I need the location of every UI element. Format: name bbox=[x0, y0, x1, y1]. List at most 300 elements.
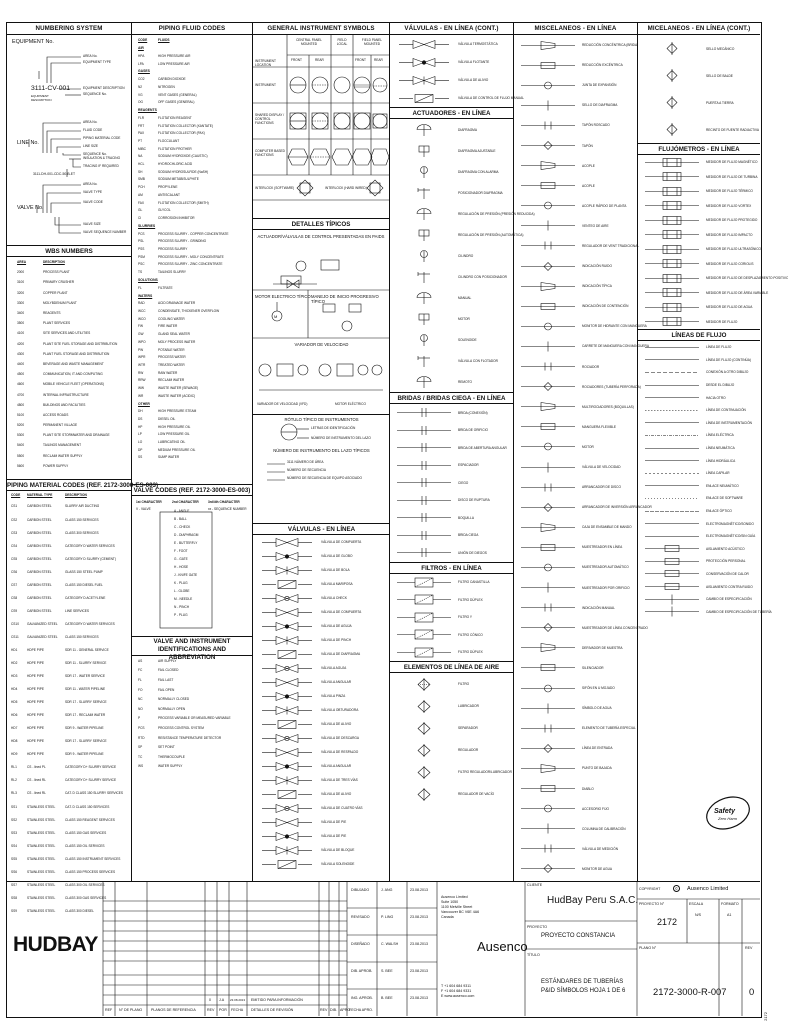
pm-description: SDR 9 - WATER PIPELINE bbox=[65, 752, 104, 757]
line-symbol-icon bbox=[641, 605, 703, 618]
misc-row-label: SELLO DE DIAFRAGMA bbox=[582, 103, 618, 108]
wbs-description: BUILDINGS AND FACILITIES bbox=[43, 402, 86, 407]
valve-symbol-icon bbox=[256, 830, 318, 843]
pm-material: HDPE PIPE bbox=[27, 661, 45, 666]
fluid-code: MIBC bbox=[138, 146, 146, 151]
misc-row bbox=[514, 216, 637, 236]
rev-label: REV bbox=[745, 946, 753, 950]
ident-code: NC bbox=[138, 697, 143, 702]
equipment-part-4: SEQUENCE No. bbox=[83, 92, 107, 96]
pm-description: SLURRY AIR DUCTING bbox=[65, 504, 100, 509]
line-symbol-icon bbox=[641, 366, 703, 379]
client-name: HudBay Peru S.A.C. bbox=[547, 895, 639, 906]
ident-code: TC bbox=[138, 754, 143, 759]
actuator-row-label: DIAFRAGMA CON ALARMA bbox=[458, 169, 499, 174]
fluid-name: PROCESS SLURRY - COPPER CONCENTRATE bbox=[158, 231, 229, 236]
piping-material-row bbox=[7, 722, 131, 735]
approval-date-1: 23.08.2013 bbox=[410, 888, 428, 892]
fluid-row bbox=[132, 423, 252, 431]
valve-symbol-icon bbox=[256, 564, 318, 577]
flowline-row-label: AISLAMIENTO ACÚSTICO bbox=[706, 546, 745, 551]
fluid-row bbox=[132, 346, 252, 354]
line-example: 3111-DH-001-CDC-50-B-ET bbox=[33, 172, 76, 176]
pm-material: GALVANIZED STEEL bbox=[27, 634, 58, 639]
flange-row-label: UNIÓN DE DIEGOS bbox=[458, 550, 487, 555]
flange-row-label: BRIDA DE ORIFICIO bbox=[458, 428, 488, 433]
wbs-description: SITE SERVICES AND UTILITIES bbox=[43, 331, 91, 336]
misc-row bbox=[514, 437, 637, 457]
piping-material-row bbox=[7, 774, 131, 787]
misc-row bbox=[514, 718, 637, 738]
fluid-name: SODIUM HYDROSULFIDE (NaSH) bbox=[158, 169, 209, 174]
fluid-row bbox=[132, 176, 252, 184]
rev-head-apro: APRO. bbox=[340, 1008, 352, 1012]
flowline-row bbox=[638, 605, 772, 618]
pm-code: HD4 bbox=[11, 687, 18, 692]
filter-symbol-icon bbox=[393, 611, 455, 624]
valve-symbol-icon bbox=[256, 606, 318, 619]
wbs-area: 3200 bbox=[17, 290, 25, 295]
wbs-description: PLANT FUEL STORAGE AND DISTRIBUTION bbox=[43, 351, 110, 356]
line-part-1: AREA No. bbox=[83, 120, 98, 124]
actuator-row-label: MOTOR bbox=[458, 316, 470, 321]
fluid-row bbox=[132, 261, 252, 269]
wbs-row bbox=[7, 379, 131, 389]
line-symbol-icon bbox=[641, 442, 703, 455]
piping-material-row bbox=[7, 761, 131, 774]
flange-row bbox=[390, 492, 513, 510]
fluid-row bbox=[132, 168, 252, 176]
fluid-name: SODIUM METABISULPHITE bbox=[158, 177, 199, 182]
fluid-row bbox=[132, 122, 252, 130]
pm-description: CLASS 150 REAGENT SERVICES bbox=[65, 817, 115, 822]
misc-symbol-icon bbox=[517, 541, 579, 554]
actuator-symbol-icon bbox=[393, 312, 455, 325]
identification-row bbox=[132, 733, 252, 743]
pm-description: CLASS 150 PROCESS SERVICES bbox=[65, 869, 116, 874]
consultant-addr-4: Vancouver BC V6E 4A6 bbox=[441, 910, 480, 914]
pm-description: CLASS 300 OIL SERVICES bbox=[65, 882, 105, 887]
fluid-row bbox=[132, 60, 252, 68]
flowlines-header: LÍNEAS DE FLUJO bbox=[638, 329, 760, 341]
client-label: CLIENTE bbox=[527, 883, 543, 887]
rev-row-by: J.A bbox=[219, 998, 225, 1002]
flowmeter-row bbox=[638, 300, 760, 315]
wbs-description: PERMANENT VILLAGE bbox=[43, 423, 78, 428]
air-symbol-icon bbox=[393, 678, 455, 691]
fluid-name: RAW WATER bbox=[158, 370, 178, 375]
filter-row bbox=[390, 644, 513, 662]
safety-sub-text: Zero Harm bbox=[718, 816, 738, 821]
wbs-area: 5300 bbox=[17, 433, 25, 438]
inline-valve-row-label: VÁLVULA ANGULAR bbox=[321, 764, 352, 768]
piping-material-row bbox=[7, 709, 131, 722]
misc-symbol-icon bbox=[517, 179, 579, 192]
misc-header: MISCELANEOS - EN LÍNEA bbox=[514, 23, 637, 35]
misc-cont-row bbox=[638, 116, 760, 143]
misc-row-label: ACOPLE bbox=[582, 183, 595, 188]
misc-row bbox=[514, 336, 649, 356]
actuator-row bbox=[390, 161, 513, 182]
misc-symbol-icon bbox=[517, 722, 579, 735]
wbs-header: WBS NUMBERS bbox=[7, 245, 131, 257]
actuator-symbol-icon bbox=[393, 333, 455, 346]
inline-valve-row bbox=[253, 619, 390, 633]
interlock-software: INTERLOCK (SOFTWARE) bbox=[255, 186, 295, 190]
flowline-row-label: LÍNEA HIDRÁULICA bbox=[706, 458, 736, 463]
pm-code: HD3 bbox=[11, 674, 18, 679]
instrument-bubbles bbox=[288, 77, 389, 196]
line-symbol-icon bbox=[641, 492, 703, 505]
actuator-row-label: REGULACIÓN DE PRESIÓN (AUTOMÁTICA) bbox=[458, 232, 524, 237]
pm-material: CS - lined RL bbox=[27, 791, 46, 796]
fluid-name: LOW PRESSURE AIR bbox=[158, 61, 190, 66]
misc-row-label: ROCIADORES (TUBERÍA PERFORADA) bbox=[582, 384, 641, 389]
size-label: FORMATO bbox=[721, 902, 739, 906]
pm-code: HD6 bbox=[11, 713, 18, 718]
valve-label: VALVE No. bbox=[17, 205, 44, 211]
meter-symbol-icon bbox=[641, 272, 703, 285]
flowmeter-row-label: MEDIDOR DE FLUJO CORIOLIS bbox=[706, 261, 754, 266]
misc-row-label: MANGUERA FLEXIBLE bbox=[582, 424, 617, 429]
valve-code-letter: K - PLUG bbox=[174, 581, 188, 585]
misc-row bbox=[514, 316, 647, 336]
line-part-3: PIPING MATERIAL CODE bbox=[83, 136, 121, 140]
valve-symbol-icon bbox=[256, 592, 318, 605]
fluid-name: SUMP WATER bbox=[158, 455, 180, 460]
inline-valve-row bbox=[253, 815, 390, 829]
pm-code: SS2 bbox=[11, 817, 18, 822]
ident-desc: NORMALLY OPEN bbox=[158, 706, 186, 711]
valve-codes-col-headers bbox=[136, 500, 248, 504]
misc-symbol-icon bbox=[517, 501, 579, 514]
misc-row bbox=[514, 377, 641, 397]
drawing-title-2: P&ID SÍMBOLOS HOJA 1 DE 6 bbox=[541, 988, 626, 994]
inline-valve-row bbox=[253, 535, 390, 549]
meter-symbol-icon bbox=[641, 243, 703, 256]
flowmeter-row-label: MEDIDOR DE FLUJO DE DESPLAZAMIENTO POSITIVO bbox=[706, 276, 788, 281]
rev-row-date: 23.08.2013 bbox=[230, 998, 246, 1002]
flowline-row-label: LÍNEA DE INSTRUMENTACIÓN bbox=[706, 420, 752, 425]
misc-row bbox=[514, 799, 637, 819]
flowmeter-row bbox=[638, 271, 788, 286]
misc-symbol-icon bbox=[517, 280, 579, 293]
identification-row bbox=[132, 685, 252, 695]
misc-row-label: REDUCCIÓN CONCÉNTRICA (BRIDA) bbox=[582, 43, 639, 48]
pm-material: STAINLESS STEEL bbox=[27, 882, 56, 887]
equipment-part-3: EQUIPMENT DESCRIPTION bbox=[83, 86, 125, 90]
pm-material: HDPE PIPE bbox=[27, 713, 45, 718]
actuator-symbol-icon bbox=[393, 228, 455, 241]
pm-description: CLASS 150 DIESEL FUEL bbox=[65, 582, 103, 587]
wbs-area: 3100 bbox=[17, 280, 25, 285]
flange-symbol-icon bbox=[393, 546, 455, 559]
valve-symbol-icon bbox=[393, 74, 455, 87]
fluid-name: HYDROCHLORIC ACID bbox=[158, 162, 193, 167]
misc-row-label: LÍNEA DE ENTRADA bbox=[582, 746, 613, 751]
fluid-group-title: REAGENTS bbox=[138, 108, 157, 113]
approval-name-5: B. BEE bbox=[381, 996, 393, 1000]
piping-material-row bbox=[7, 578, 131, 591]
misc-row-label: MULTIROCIADORES (BOQUILLAS) bbox=[582, 404, 634, 409]
ident-code: FL bbox=[138, 677, 142, 682]
misc-symbol-icon bbox=[517, 99, 579, 112]
wbs-col-headers bbox=[7, 257, 131, 267]
fluid-code: PCH bbox=[138, 185, 145, 190]
misc-row-label: JUNTA DE EXPANSIÓN bbox=[582, 83, 617, 88]
filter-row bbox=[390, 574, 513, 592]
fluid-row bbox=[132, 268, 252, 276]
line-symbol-icon bbox=[641, 353, 703, 366]
fluid-code: FAX bbox=[138, 200, 145, 205]
pm-material: CARBON STEEL bbox=[27, 582, 52, 587]
fluid-row bbox=[132, 431, 252, 439]
actuator-row-label: MANUAL bbox=[458, 295, 472, 300]
misc-symbol-icon bbox=[517, 561, 579, 574]
misc-row bbox=[514, 357, 637, 377]
inline-valve-row bbox=[253, 605, 390, 619]
copyright-label: COPYRIGHT bbox=[639, 887, 661, 891]
fluid-code: HCL bbox=[138, 162, 145, 167]
piping-material-col-headers bbox=[7, 491, 131, 500]
fluid-row bbox=[132, 330, 252, 338]
ident-code: NO bbox=[138, 706, 143, 711]
flowline-row bbox=[638, 454, 760, 467]
meter-symbol-icon bbox=[641, 214, 703, 227]
piping-material-row bbox=[7, 735, 131, 748]
fluid-code: PSC bbox=[138, 262, 145, 267]
actuator-row-label: DIAFRAGMA AJUSTABLE bbox=[458, 148, 496, 153]
misc-row bbox=[514, 176, 637, 196]
misc-row bbox=[514, 638, 637, 658]
pm-code: CS2 bbox=[11, 517, 18, 522]
inline-valve-row-label: VÁLVULA DE COMPUERTA bbox=[321, 540, 362, 544]
flowmeter-row-label: MEDIDOR DE FLUJO ULTRASÓNICO bbox=[706, 247, 762, 252]
misc-row-label: ARRANCADOR DE INVERSIÓN ARRANCADOR bbox=[582, 505, 652, 510]
flange-symbol-icon bbox=[393, 424, 455, 437]
valve-symbol-icon bbox=[393, 38, 455, 51]
wbs-table bbox=[7, 267, 131, 471]
piping-material-row bbox=[7, 552, 131, 565]
misc-row bbox=[514, 236, 640, 256]
piping-material-row bbox=[7, 591, 131, 604]
valves-cont-list bbox=[390, 35, 525, 107]
consultant-addr-3: 1100 Melville Street bbox=[441, 905, 473, 909]
valve-code-letter: A - ANGLE bbox=[174, 509, 190, 513]
flowline-row bbox=[638, 467, 760, 480]
line-symbol-icon bbox=[641, 580, 703, 593]
flowline-row-label: LÍNEA ELÉCTRICA bbox=[706, 433, 734, 438]
pm-code: CS11 bbox=[11, 634, 19, 639]
misc-cont-row-label: RECINTO DE FUENTE RADIACTIVA bbox=[706, 127, 760, 132]
pm-description: CLASS 150 SERVICES bbox=[65, 634, 99, 639]
identification-row bbox=[132, 694, 252, 704]
valve-symbol-icon bbox=[256, 760, 318, 773]
misc-row bbox=[514, 55, 637, 75]
wbs-description: RECLAIM WATER SUPPLY bbox=[43, 453, 83, 458]
pm-material: CS - lined PL bbox=[27, 765, 46, 770]
wbs-description: MOBILE VEHICLE FLEET (OPERATIONS) bbox=[43, 382, 104, 387]
flowline-row-label: LÍNEA CAPILAR bbox=[706, 471, 730, 476]
fluid-name: SODIUM HYDROXIDE (CAUSTIC) bbox=[158, 154, 208, 159]
valve-cont-row-label: VÁLVULA TERMOSTÁTICA bbox=[458, 42, 498, 46]
scale-label: ESCALA bbox=[689, 902, 704, 906]
wbs-description: PLANT SITE STORMWATER AND DRAINAGE bbox=[43, 433, 110, 438]
misc-row bbox=[514, 678, 637, 698]
misc-symbol-icon bbox=[517, 239, 579, 252]
air-row-label: FILTRO bbox=[458, 682, 470, 686]
flowline-row-label: ENLACE NEUMÁTICO bbox=[706, 483, 739, 488]
fluid-code: FRT bbox=[138, 123, 145, 128]
fluid-row bbox=[132, 183, 252, 191]
misc-row bbox=[514, 276, 637, 296]
fluid-name: CONDENSATE, THICKENER OVERFLOW bbox=[158, 309, 220, 314]
piping-material-row bbox=[7, 539, 131, 552]
actuator-row-label: CILINDRO bbox=[458, 253, 474, 258]
valve-symbol-icon bbox=[256, 732, 318, 745]
fluid-column bbox=[132, 23, 253, 881]
wbs-row bbox=[7, 410, 131, 420]
valve-cont-row bbox=[390, 35, 513, 53]
misc-symbol-icon bbox=[517, 461, 579, 474]
misc-row bbox=[514, 618, 648, 638]
misc-row-label: ACCESORIO FIJO bbox=[582, 806, 609, 811]
line-part-5: SEQUENCE No. bbox=[83, 152, 107, 156]
wbs-description: PRIMARY CRUSHER bbox=[43, 280, 75, 285]
rev-head-by: POR bbox=[219, 1008, 227, 1012]
fluid-row bbox=[132, 98, 252, 106]
misc-row bbox=[514, 598, 637, 618]
line-part-7: TRACING IF REQUIRED bbox=[83, 164, 119, 168]
fluid-code: WCO bbox=[138, 316, 146, 321]
flowline-row-label: ENLACE ÓPTICO bbox=[706, 509, 732, 514]
pm-material: STAINLESS STEEL bbox=[27, 817, 56, 822]
wbs-row bbox=[7, 267, 131, 277]
fluid-row bbox=[132, 137, 252, 145]
filter-row-label: FILTRO DÚPLEX bbox=[458, 597, 483, 602]
valve-code-letter: F - FOOT bbox=[174, 549, 188, 553]
wbs-area: 3400 bbox=[17, 311, 25, 316]
misc-row-label: INDICACIÓN MANUAL bbox=[582, 605, 615, 610]
flange-symbol-icon bbox=[393, 441, 455, 454]
fluid-row bbox=[132, 408, 252, 416]
fluid-name: PROPYLENE bbox=[158, 185, 178, 190]
piping-material-row bbox=[7, 852, 131, 865]
wbs-area: 2000 bbox=[17, 270, 25, 275]
fluid-name: MOLY PROCESS WATER bbox=[158, 339, 196, 344]
fluid-row bbox=[132, 199, 252, 207]
rev-head-refplans: PLANOS DE REFERENCIA bbox=[151, 1008, 196, 1012]
fluid-col-headers bbox=[132, 35, 252, 44]
pm-material: GALVANIZED STEEL bbox=[27, 621, 58, 626]
air-row bbox=[390, 695, 513, 717]
ident-desc: AIR SUPPLY bbox=[158, 658, 177, 663]
actuator-symbol-icon bbox=[393, 354, 455, 367]
pm-description: CLASS 300 DIESEL bbox=[65, 908, 94, 913]
pm-code: HD8 bbox=[11, 739, 18, 744]
pm-material: HDPE PIPE bbox=[27, 687, 45, 692]
flowline-row bbox=[638, 505, 760, 518]
flanges-list bbox=[390, 404, 513, 562]
fluid-code: FL bbox=[138, 285, 142, 290]
misc-symbol-icon bbox=[517, 440, 579, 453]
fluid-group-title: SOLUTIONS bbox=[138, 277, 158, 282]
misc-row-label: MUESTREADOR DE LÍNEA CONCENTRADO bbox=[582, 625, 648, 630]
pm-description: SDR 17 - SLURRY SERVICE bbox=[65, 739, 107, 744]
piping-material-row bbox=[7, 800, 131, 813]
flowmeter-row-label: MEDIDOR DE FLUJO bbox=[706, 319, 738, 324]
line-part-4: LINE SIZE bbox=[83, 144, 99, 148]
filter-row-label: FILTRO CÓNICO bbox=[458, 632, 483, 637]
pm-col-code: CODE bbox=[11, 493, 21, 498]
wbs-area: 3300 bbox=[17, 300, 25, 305]
ident-desc: FAIL OPEN bbox=[158, 687, 175, 692]
misc-row-label: MUESTREADOR POR ORIFICIO bbox=[582, 585, 630, 590]
valve-symbol-icon bbox=[256, 718, 318, 731]
flowline-row-label: CONSERVACIÓN DE CALOR bbox=[706, 571, 749, 576]
inline-valve-row-label: VÁLVULA SOLENOIDE bbox=[321, 862, 355, 866]
flowline-row bbox=[638, 480, 760, 493]
misc-row-label: MUESTREADOR AUTOMÁTICO bbox=[582, 565, 629, 570]
fluid-header: PIPING FLUID CODES bbox=[132, 23, 252, 35]
identification-row bbox=[132, 704, 252, 714]
fluid-group-title: SLURRIES bbox=[138, 223, 156, 228]
inline-valve-row bbox=[253, 857, 390, 871]
misc-symbol-icon bbox=[517, 521, 579, 534]
wbs-area: 4200 bbox=[17, 341, 25, 346]
misc-row bbox=[514, 537, 637, 557]
flowmeter-row bbox=[638, 170, 760, 185]
actuator-row bbox=[390, 329, 513, 350]
fluid-row bbox=[132, 284, 252, 292]
inline-valve-row bbox=[253, 731, 390, 745]
flowmeter-row-label: MEDIDOR DE FLUJO IMPACTO bbox=[706, 232, 753, 237]
pm-description: CLASS 300 SERVICES bbox=[65, 530, 99, 535]
fluid-name: HIGH PRESSURE STEAM bbox=[158, 409, 197, 414]
equipment-desc-label: EQUIPMENT DESCRIPTION bbox=[31, 94, 52, 102]
valve-code-letter: G - GATE bbox=[174, 557, 188, 561]
pm-code: CS1 bbox=[11, 504, 18, 509]
vc-first: V - VALVE bbox=[136, 507, 151, 511]
misc-symbol-icon bbox=[517, 219, 579, 232]
actuator-row bbox=[390, 140, 513, 161]
field-local-label: FIELD LOCAL bbox=[336, 38, 348, 46]
misc-cont-header: MICELANEOS - EN LÍNEA (CONT.) bbox=[638, 23, 760, 35]
central-panel-label: CENTRAL PANEL MOUNTED bbox=[296, 38, 322, 46]
actuator-row-label: DIAFRAGMA bbox=[458, 127, 477, 132]
inline-valve-row-label: VÁLVULA DE DESCARGA bbox=[321, 736, 360, 740]
misc-row bbox=[514, 296, 637, 316]
flowmeters-list bbox=[638, 155, 788, 329]
line-symbol-icon bbox=[641, 517, 703, 530]
misc-row bbox=[514, 698, 637, 718]
misc-row bbox=[514, 758, 637, 778]
fluid-name: CARBON DIOXIDE bbox=[158, 77, 186, 82]
pm-material: HDPE PIPE bbox=[27, 647, 45, 652]
fluid-row bbox=[132, 323, 252, 331]
air-row-label: FILTRO REGULADOR/LUBRICADOR bbox=[458, 770, 512, 774]
pm-description: CLASS 150 INSTRUMENT SERVICES bbox=[65, 856, 121, 861]
valve-code-letter: P - PLUG bbox=[174, 613, 188, 617]
valves-cont-column bbox=[390, 23, 535, 881]
fluid-name: FLOCCULANT bbox=[158, 139, 180, 144]
flange-row-label: DISCO DE RUPTURA bbox=[458, 498, 490, 503]
inline-valve-row bbox=[253, 703, 390, 717]
fluid-row bbox=[132, 75, 252, 83]
pm-material: STAINLESS STEEL bbox=[27, 804, 56, 809]
valve-code-letter: D - DIAPHRAGM bbox=[174, 533, 199, 537]
misc-row-label: ACOPLE RÁPIDO DE PLANTA bbox=[582, 203, 627, 208]
